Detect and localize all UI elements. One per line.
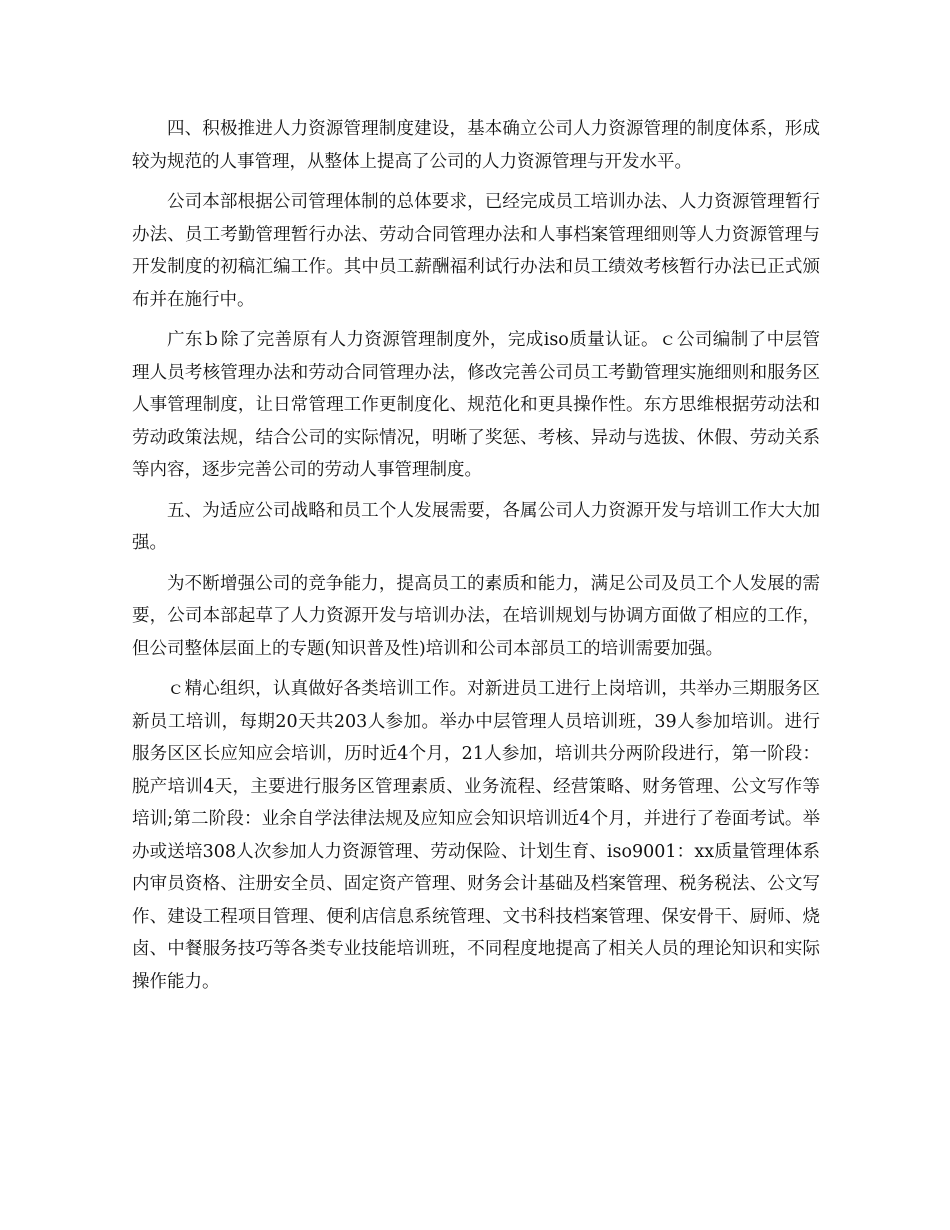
paragraph-2: 公司本部根据公司管理体制的总体要求，已经完成员工培训办法、人力资源管理暂行办法、员工考勤管理暂行办法、劳动合同管理办法和人事档案管理细则等人力资源管理与开发制度的初稿汇编工作。其中员工薪酬福利试行办法和员工绩效考核暂行办法已正式颁布并在施行中。 bbox=[132, 192, 820, 310]
paragraph-1: 四、积极推进人力资源管理制度建设，基本确立公司人力资源管理的制度体系，形成较为规范的人事管理，从整体上提高了公司的人力资源管理与开发水平。 bbox=[132, 119, 820, 172]
paragraph-6: ｃ精心组织，认真做好各类培训工作。对新进员工进行上岗培训，共举办三期服务区新员工培训，每期20天共203人参加。举办中层管理人员培训班，39人参加培训。进行服务区区长应知应会培训，历时近4个月，21人参加，培训共分两阶段进行，第一阶段：脱产培训4天，主要进行服务区管理素质、业务流程、经营策略、财务管理、公文写作等培训;第二阶段：业余自学法律法规及应知应会知识培训近4个月，并进行了卷面考试。举办或送培308人次参加人力资源管理、劳动保险、计划生育、iso9001：xx质量管理体系内审员资格、注册安全员、固定资产管理、财务会计基础及档案管理、税务税法、公文写作、建设工程项目管理、便利店信息系统管理、文书科技档案管理、保安骨干、厨师、烧卤、中餐服务技巧等各类专业技能培训班，不同程度地提高了相关人员的理论知识和实际操作能力。 bbox=[132, 679, 820, 992]
paragraph-4: 五、为适应公司战略和员工个人发展需要，各属公司人力资源开发与培训工作大大加强。 bbox=[132, 500, 820, 553]
document-body bbox=[132, 113, 820, 1006]
paragraph-3: 广东ｂ除了完善原有人力资源管理制度外，完成iso质量认证。ｃ公司编制了中层管理人员考核管理办法和劳动合同管理办法，修改完善公司员工考勤管理实施细则和服务区人事管理制度，让日常管理工作更制度化、规范化和更具操作性。东方思维根据劳动法和劳动政策法规，结合公司的实际情况，明晰了奖惩、考核、异动与选拔、休假、劳动关系等内容，逐步完善公司的劳动人事管理制度。 bbox=[132, 330, 820, 480]
paragraph-5: 为不断增强公司的竞争能力，提高员工的素质和能力，满足公司及员工个人发展的需要，公司本部起草了人力资源开发与培训办法，在培训规划与协调方面做了相应的工作，但公司整体层面上的专题(知识普及性)培训和公司本部员工的培训需要加强。 bbox=[132, 573, 820, 659]
